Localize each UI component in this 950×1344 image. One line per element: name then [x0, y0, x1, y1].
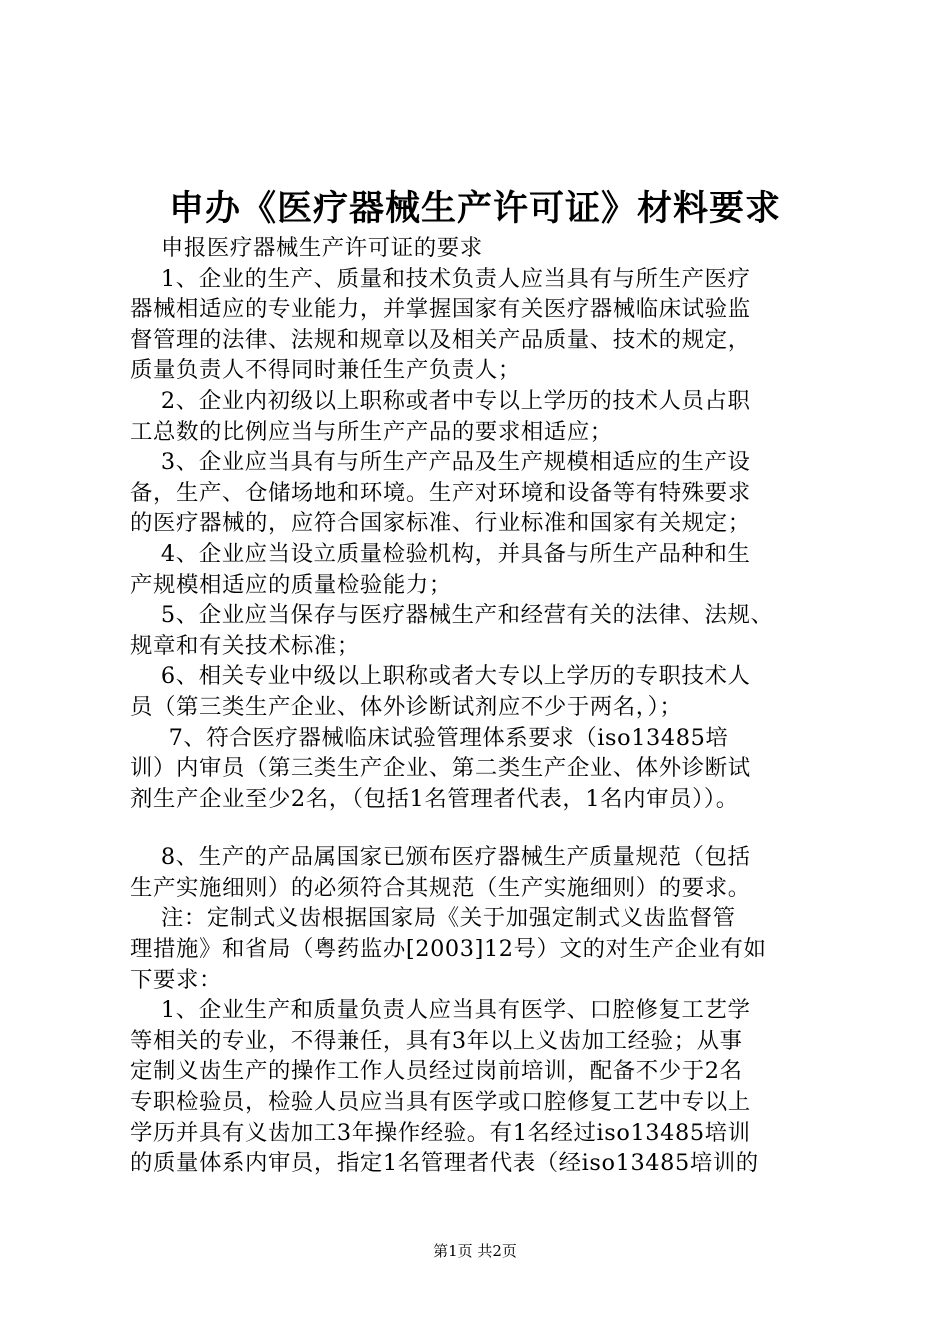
body-line: 申报医疗器械生产许可证的要求: [130, 235, 483, 261]
body-line: 质量负责人不得同时兼任生产负责人；: [130, 357, 521, 384]
body-line: 员（第三类生产企业、体外诊断试剂应不少于两名，）；: [130, 693, 683, 720]
body-line: 训）内审员（第三类生产企业、第二类生产企业、体外诊断试: [130, 755, 751, 782]
body-line: 督管理的法律、法规和规章以及相关产品质量、技术的规定，: [130, 326, 751, 353]
body-line: 8、生产的产品属国家已颁布医疗器械生产质量规范（包括: [130, 844, 751, 871]
body-line: 理措施》和省局（粤药监办[2003]12号）文的对生产企业有如: [130, 936, 767, 963]
body-line: 工总数的比例应当与所生产产品的要求相适应；: [130, 418, 613, 445]
body-line: 的质量体系内审员，指定1名管理者代表（经iso13485培训的: [130, 1150, 759, 1177]
body-line: 学历并具有义齿加工3年操作经验。有1名经过iso13485培训: [130, 1119, 751, 1146]
body-line: 2、企业内初级以上职称或者中专以上学历的技术人员占职: [130, 387, 751, 414]
body-line: 7、符合医疗器械临床试验管理体系要求（iso13485培: [130, 724, 729, 751]
body-line: 下要求：: [130, 966, 222, 993]
page-number-footer: 第1页 共2页: [433, 1242, 517, 1260]
document-body: [130, 233, 830, 1179]
body-line: 的医疗器械的，应符合国家标准、行业标准和国家有关规定；: [130, 510, 751, 537]
body-line: 专职检验员，检验人员应当具有医学或口腔修复工艺中专以上: [130, 1089, 751, 1116]
body-line: 备，生产、仓储场地和环境。生产对环境和设备等有特殊要求: [130, 479, 751, 506]
body-line: 剂生产企业至少2名，（包括1名管理者代表，1名内审员））。: [130, 785, 739, 812]
body-line: 器械相适应的专业能力，并掌握国家有关医疗器械临床试验监: [130, 296, 751, 323]
body-line: 6、相关专业中级以上职称或者大专以上学历的专职技术人: [130, 663, 751, 690]
body-line: 1、企业生产和质量负责人应当具有医学、口腔修复工艺学: [130, 997, 751, 1024]
body-line: 等相关的专业，不得兼任，具有3年以上义齿加工经验；从事: [130, 1027, 743, 1054]
body-line: 1、企业的生产、质量和技术负责人应当具有与所生产医疗: [130, 265, 751, 292]
body-line: 注：定制式义齿根据国家局《关于加强定制式义齿监督管: [130, 905, 736, 932]
body-line: 定制义齿生产的操作工作人员经过岗前培训，配备不少于2名: [130, 1058, 743, 1085]
body-line: 产规模相适应的质量检验能力；: [130, 571, 452, 598]
body-line: 生产实施细则）的必须符合其规范（生产实施细则）的要求。: [130, 874, 751, 901]
document-title: 申办《医疗器械生产许可证》材料要求: [168, 188, 781, 229]
body-line: 5、企业应当保存与医疗器械生产和经营有关的法律、法规、: [130, 602, 774, 629]
body-line: 规章和有关技术标准；: [130, 632, 360, 659]
body-line: 3、企业应当具有与所生产产品及生产规模相适应的生产设: [130, 449, 751, 476]
blank-line: [130, 814, 830, 842]
body-line: 4、企业应当设立质量检验机构，并具备与所生产品种和生: [130, 540, 751, 567]
